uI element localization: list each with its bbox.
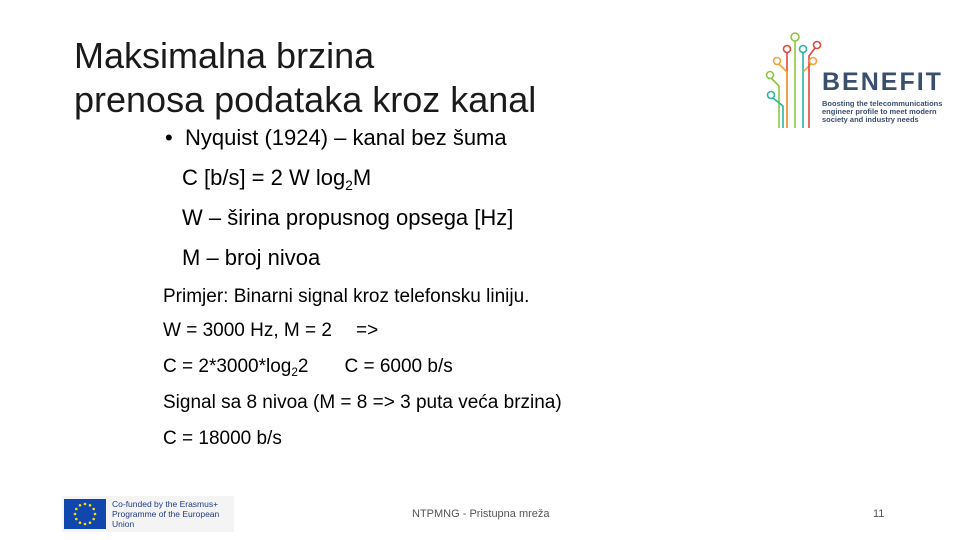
example-line-2-right: =>: [355, 320, 379, 341]
title-line-1: Maksimalna brzina: [74, 35, 375, 76]
slide-title: [74, 34, 536, 122]
example-line-1: Primjer: Binarni signal kroz telefonsku liniju.: [163, 286, 530, 307]
page-number: 11: [873, 508, 885, 520]
formula-sub: 2: [345, 177, 353, 193]
formula-suffix: M: [352, 165, 372, 190]
benefit-wordmark: BENEFIT: [822, 68, 943, 96]
example-line-3-right: C = 6000 b/s: [344, 356, 453, 377]
benefit-circuit-icon: [765, 28, 825, 132]
example-line-5: C = 18000 b/s: [163, 428, 282, 449]
footer-title: NTPMNG - Pristupna mreža: [412, 508, 550, 520]
example-line-4: Signal sa 8 nivoa (M = 8 => 3 puta veća brzina): [163, 392, 562, 413]
benefit-logo: [765, 28, 945, 132]
eu-cofunded-text: Co-funded by the Erasmus+ Programme of the European Union: [112, 499, 220, 529]
example-line-3-suffix: 2: [297, 356, 309, 377]
example-line-3-sub: 2: [291, 366, 298, 380]
bullet-dot-icon: •: [165, 125, 173, 150]
formula-prefix: C [b/s] = 2 W log: [182, 165, 346, 190]
eu-erasmus-logo: [62, 496, 234, 532]
benefit-tagline: Boosting the telecommunications engineer profile to meet modern society and industry needs: [822, 99, 943, 124]
example-line-3: [163, 353, 453, 381]
definition-w: W – širina propusnog opsega [Hz]: [182, 205, 514, 230]
example-line-2: [163, 317, 378, 345]
eu-flag-icon: [64, 499, 106, 529]
definition-m: M – broj nivoa: [182, 245, 321, 270]
example-line-2-left: W = 3000 Hz, M = 2: [163, 320, 332, 341]
title-line-2: prenosa podataka kroz kanal: [74, 79, 537, 120]
bullet-text: Nyquist (1924) – kanal bez šuma: [185, 125, 507, 150]
bullet-nyquist: [165, 123, 507, 153]
formula-line: [182, 163, 371, 193]
example-line-3-prefix: C = 2*3000*log: [163, 356, 292, 377]
